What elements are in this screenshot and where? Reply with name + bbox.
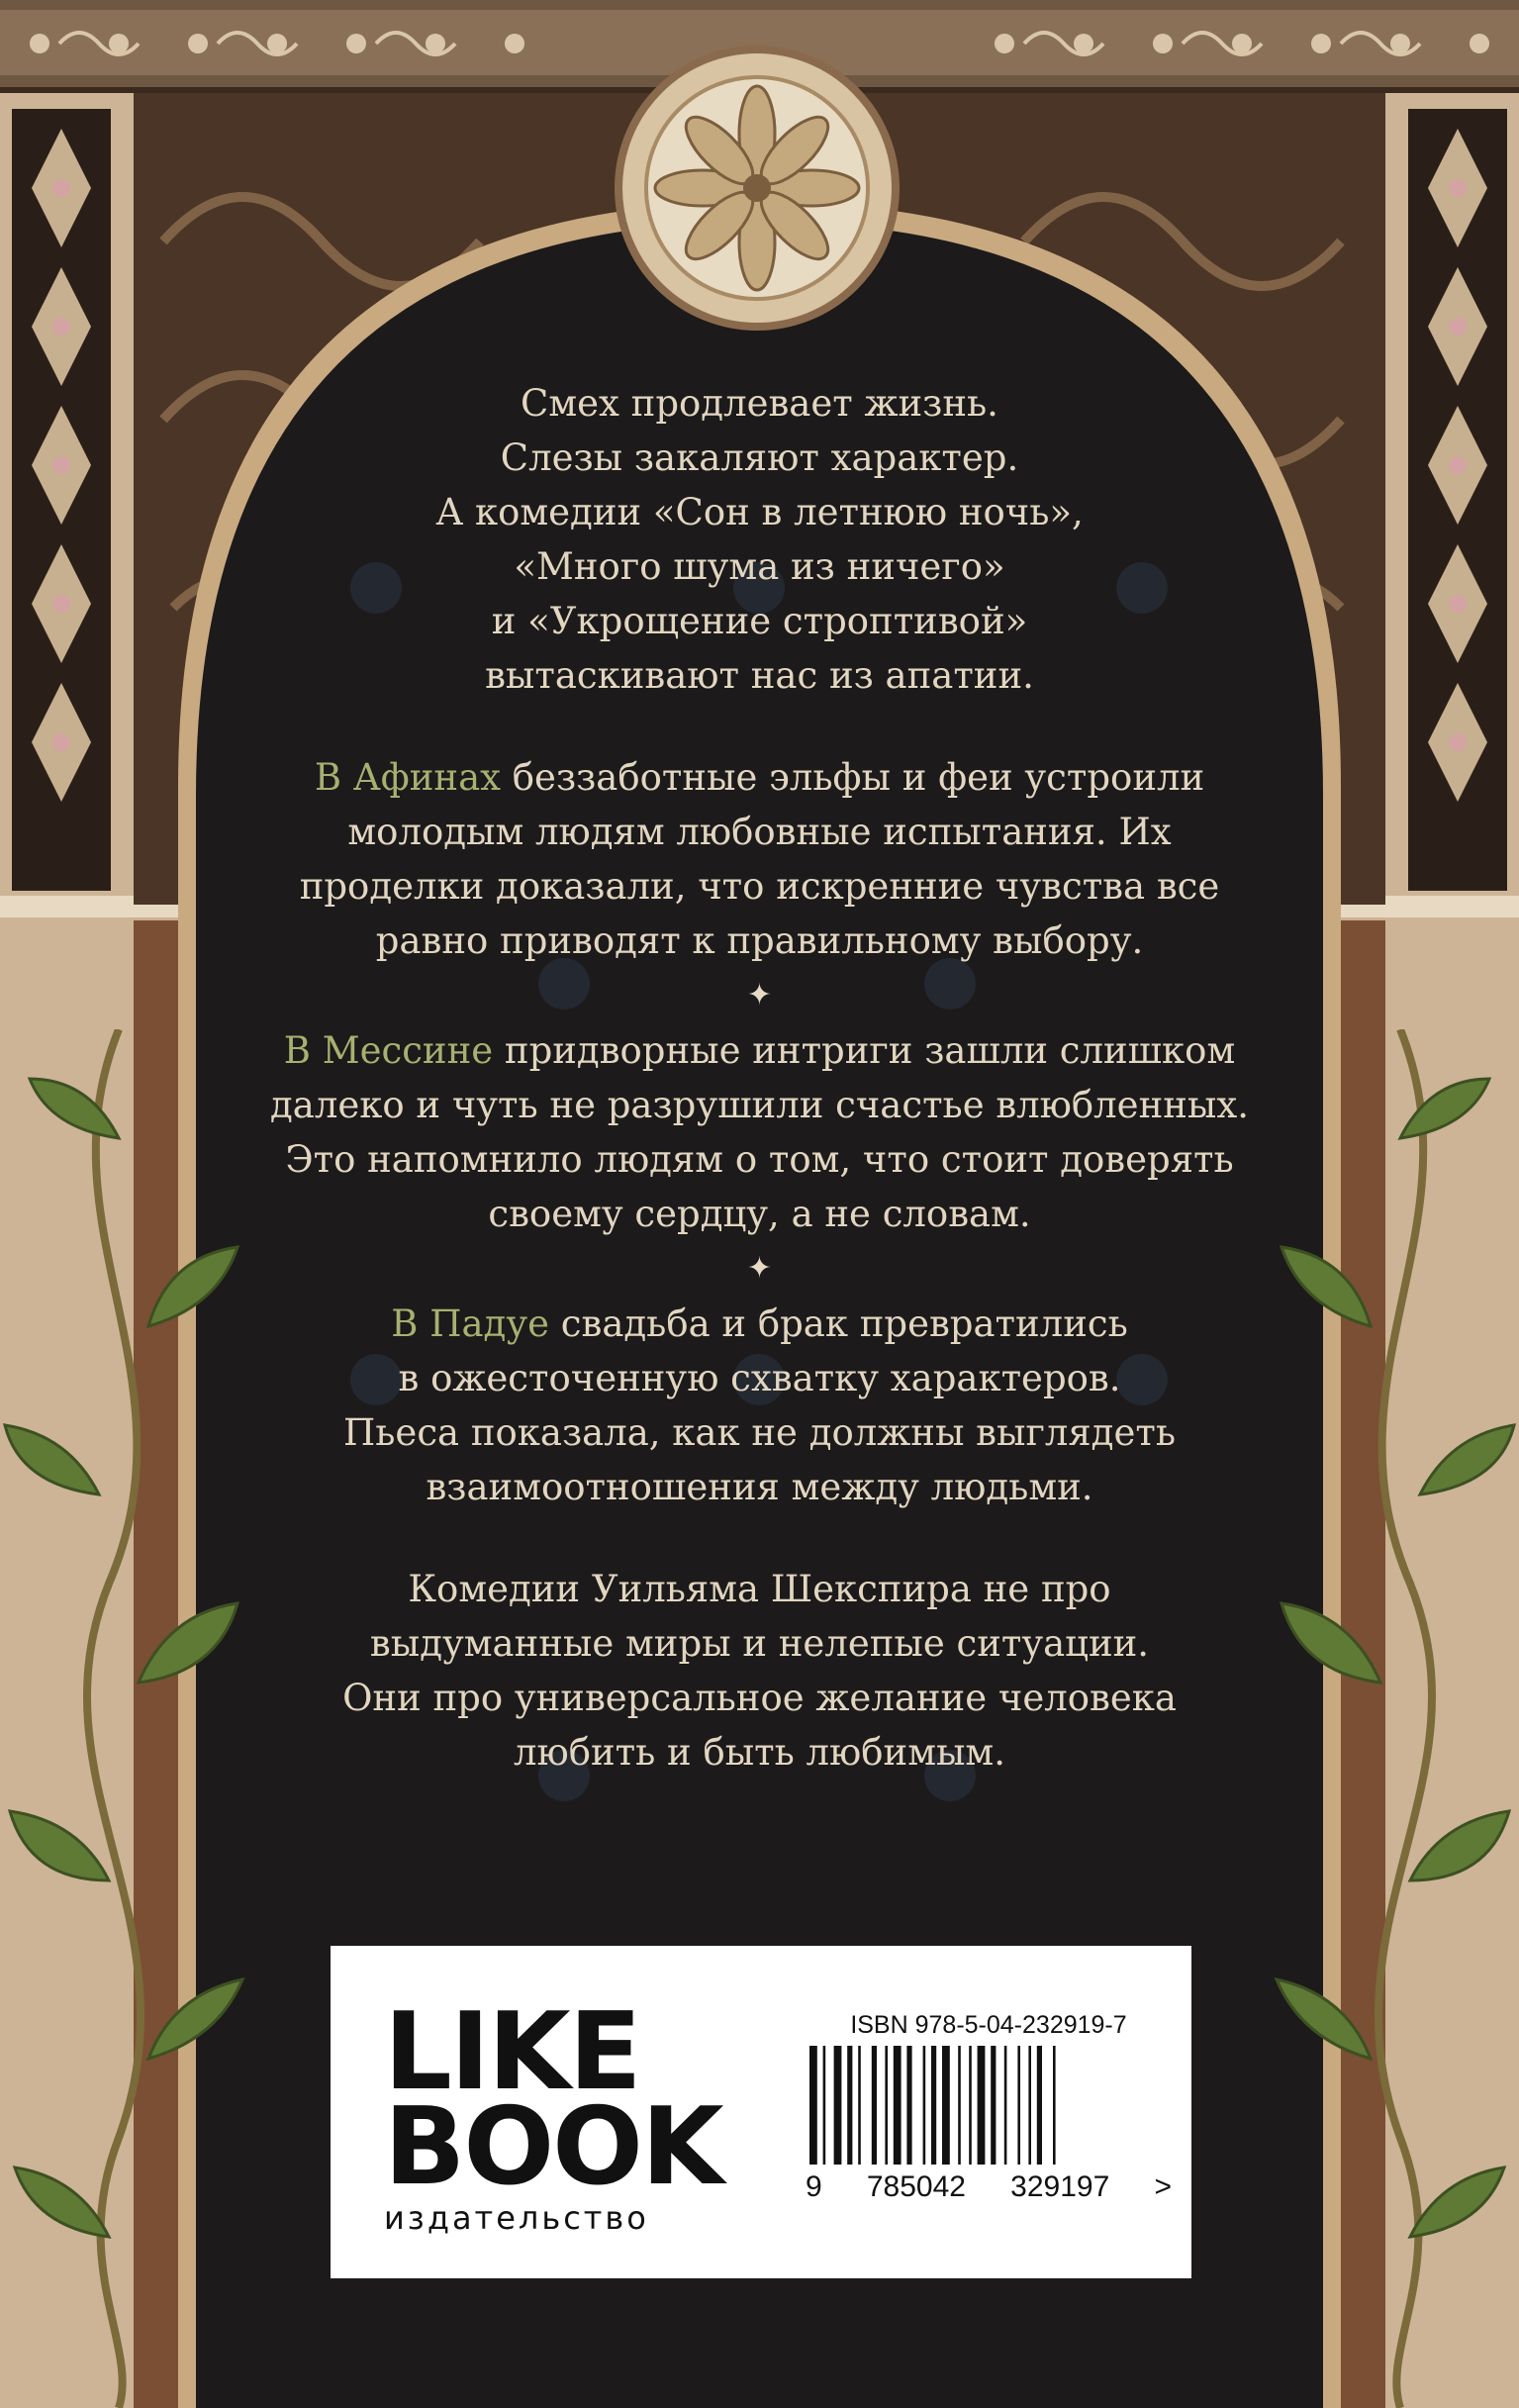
padua-line: свадьба и брак превратились <box>549 1302 1128 1345</box>
barcode-bar <box>858 2046 861 2165</box>
barcode-bar <box>834 2046 842 2165</box>
barcode-bar <box>1004 2046 1007 2165</box>
barcode-bar <box>872 2046 877 2165</box>
athens-line: проделки доказали, что искренние чувства все <box>299 865 1220 908</box>
place-athens: В Афинах <box>314 756 502 799</box>
messina-line: Это напомнило людям о том, что стоит доверять <box>285 1138 1234 1181</box>
barcode-bar <box>1028 2046 1031 2165</box>
right-ornament-strip <box>1408 109 1507 891</box>
barcode-digit-lead: 9 <box>806 2170 822 2203</box>
publisher-logo <box>384 1990 780 2237</box>
intro-line: «Много шума из ничего» <box>514 545 1005 588</box>
barcode-bar <box>894 2046 902 2165</box>
athens-line: беззаботные эльфы и феи устроили <box>501 756 1205 799</box>
barcode-bar <box>923 2046 926 2165</box>
logo-book: BOOK <box>384 2085 722 2209</box>
messina-paragraph <box>198 1023 1321 1241</box>
barcode-bar <box>978 2046 986 2165</box>
athens-line: молодым людям любовные испытания. Их <box>347 811 1172 853</box>
barcode-bar <box>942 2046 950 2165</box>
intro-paragraph <box>198 376 1321 703</box>
barcode-digit-group1: 785042 <box>866 2170 966 2203</box>
barcode-bars <box>806 2046 1172 2165</box>
barcode-bar <box>809 2046 817 2165</box>
place-messina: В Мессине <box>283 1029 494 1072</box>
barcode-block <box>806 2011 1172 2204</box>
diamond-pattern-icon <box>1408 109 1507 891</box>
place-padua: В Падуе <box>391 1302 550 1345</box>
barcode-digit-tail: > <box>1154 2170 1172 2203</box>
separator-star-icon: ✦ <box>746 978 773 1012</box>
athens-paragraph <box>198 750 1321 968</box>
messina-line: своему сердцу, а не словам. <box>488 1193 1031 1235</box>
padua-line: Пьеса показала, как не должны выглядеть <box>343 1411 1176 1454</box>
intro-line: Смех продлевает жизнь. <box>521 382 998 425</box>
diamond-pattern-icon <box>12 109 111 891</box>
outro-line: выдуманные миры и нелепые ситуации. <box>369 1622 1150 1665</box>
barcode-digit-group2: 329197 <box>1010 2170 1110 2203</box>
barcode-bar <box>1017 2046 1020 2165</box>
isbn-text: ISBN 978-5-04-232919-7 <box>850 2011 1127 2039</box>
intro-line: Слезы закаляют характер. <box>500 436 1019 479</box>
intro-line: и «Укрощение строптивой» <box>491 600 1028 642</box>
barcode-bar <box>931 2046 936 2165</box>
barcode-bar <box>958 2046 961 2165</box>
messina-line: далеко и чуть не разрушили счастье влюбленных. <box>270 1084 1249 1126</box>
separator-star-icon: ✦ <box>746 1251 773 1286</box>
athens-line: равно приводят к правильному выбору. <box>375 919 1144 962</box>
padua-line: в ожесточенную схватку характеров. <box>398 1357 1121 1399</box>
padua-line: взаимоотношения между людьми. <box>426 1466 1093 1508</box>
barcode-bar <box>969 2046 972 2165</box>
barcode-bar <box>1037 2046 1042 2165</box>
publisher-box <box>331 1946 1191 2278</box>
barcode-bar <box>991 2046 996 2165</box>
publisher-subtitle: издательство <box>384 2199 649 2237</box>
logo-like: LIKE <box>384 1990 640 2114</box>
barcode-bar <box>847 2046 852 2165</box>
intro-line: вытаскивают нас из апатии. <box>485 654 1034 697</box>
barcode-bar <box>1053 2046 1056 2165</box>
barcode-bar <box>906 2046 911 2165</box>
outro-paragraph <box>198 1562 1321 1780</box>
outro-line: Комедии Уильяма Шекспира не про <box>408 1568 1111 1610</box>
flower-medallion-icon <box>594 40 920 337</box>
barcode-bar <box>823 2046 826 2165</box>
barcode-bar <box>885 2046 888 2165</box>
barcode-digits <box>806 2170 1172 2204</box>
intro-line: А комедии «Сон в летнюю ночь», <box>435 491 1084 533</box>
messina-line: придворные интриги зашли слишком <box>493 1029 1236 1072</box>
blurb <box>198 376 1321 1920</box>
outro-line: любить и быть любимым. <box>514 1731 1005 1774</box>
left-ornament-strip <box>12 109 111 891</box>
outro-line: Они про универсальное желание человека <box>342 1677 1177 1719</box>
padua-paragraph <box>198 1297 1321 1514</box>
